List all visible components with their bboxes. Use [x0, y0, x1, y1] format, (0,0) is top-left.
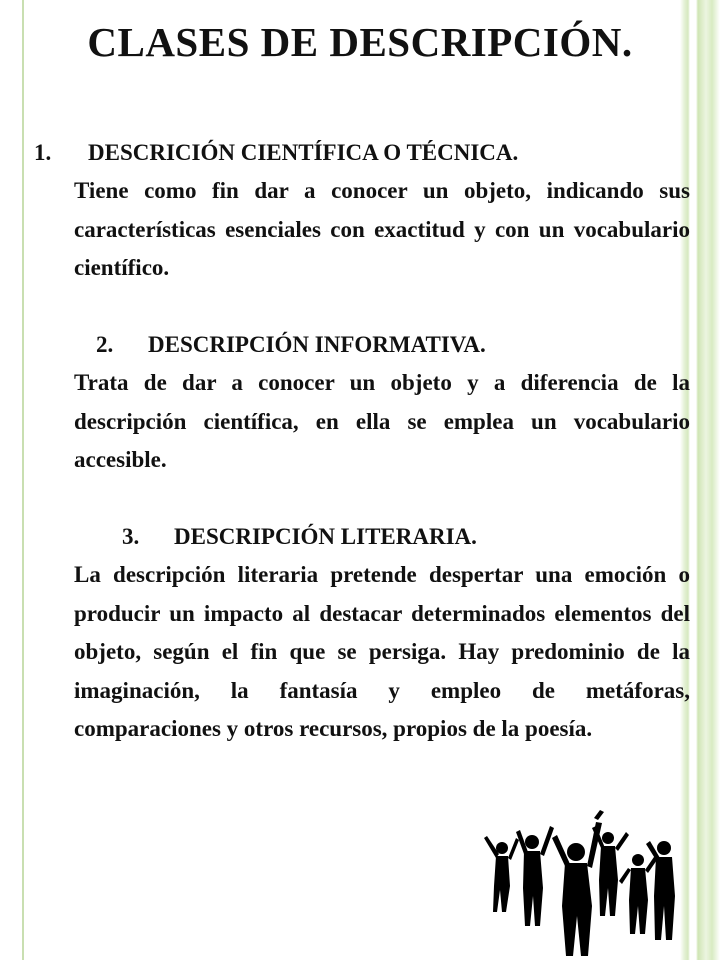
- section-paragraph: Tiene como fin dar a conocer un objeto, indicando sus características esenciales con exactitud y con un vocabulario científico.: [74, 178, 690, 280]
- section-heading: [34, 134, 690, 172]
- section-heading-text: DESCRICIÓN CIENTÍFICA O TÉCNICA.: [88, 140, 519, 165]
- left-border-line: [22, 0, 24, 960]
- section-heading-text: DESCRIPCIÓN LITERARIA.: [174, 524, 477, 549]
- section-heading: [96, 326, 690, 364]
- section-informative: [74, 326, 690, 480]
- section-heading: [122, 518, 690, 556]
- section-number: 3.: [122, 524, 140, 549]
- section-literary: [74, 518, 690, 749]
- section-scientific: [34, 134, 690, 288]
- section-number: 2.: [96, 332, 114, 357]
- page-title: CLASES DE DESCRIPCIÓN.: [87, 19, 633, 65]
- section-heading-text: DESCRIPCIÓN INFORMATIVA.: [148, 332, 486, 357]
- dancers-silhouette-image: [480, 808, 680, 960]
- section-number: 1.: [34, 140, 52, 165]
- section-paragraph: Trata de dar a conocer un objeto y a diferencia de la descripción científica, en ella se emplea un vocabulario accesible.: [74, 370, 690, 472]
- section-paragraph: La descripción literaria pretende despertar una emoción o producir un impacto al destacar determinados elementos del objeto, según el fin que se persiga. Hay predominio de la imaginación, la fantasía y empleo de metáforas, comparaciones y otros recursos, propios de la poesía.: [74, 562, 690, 741]
